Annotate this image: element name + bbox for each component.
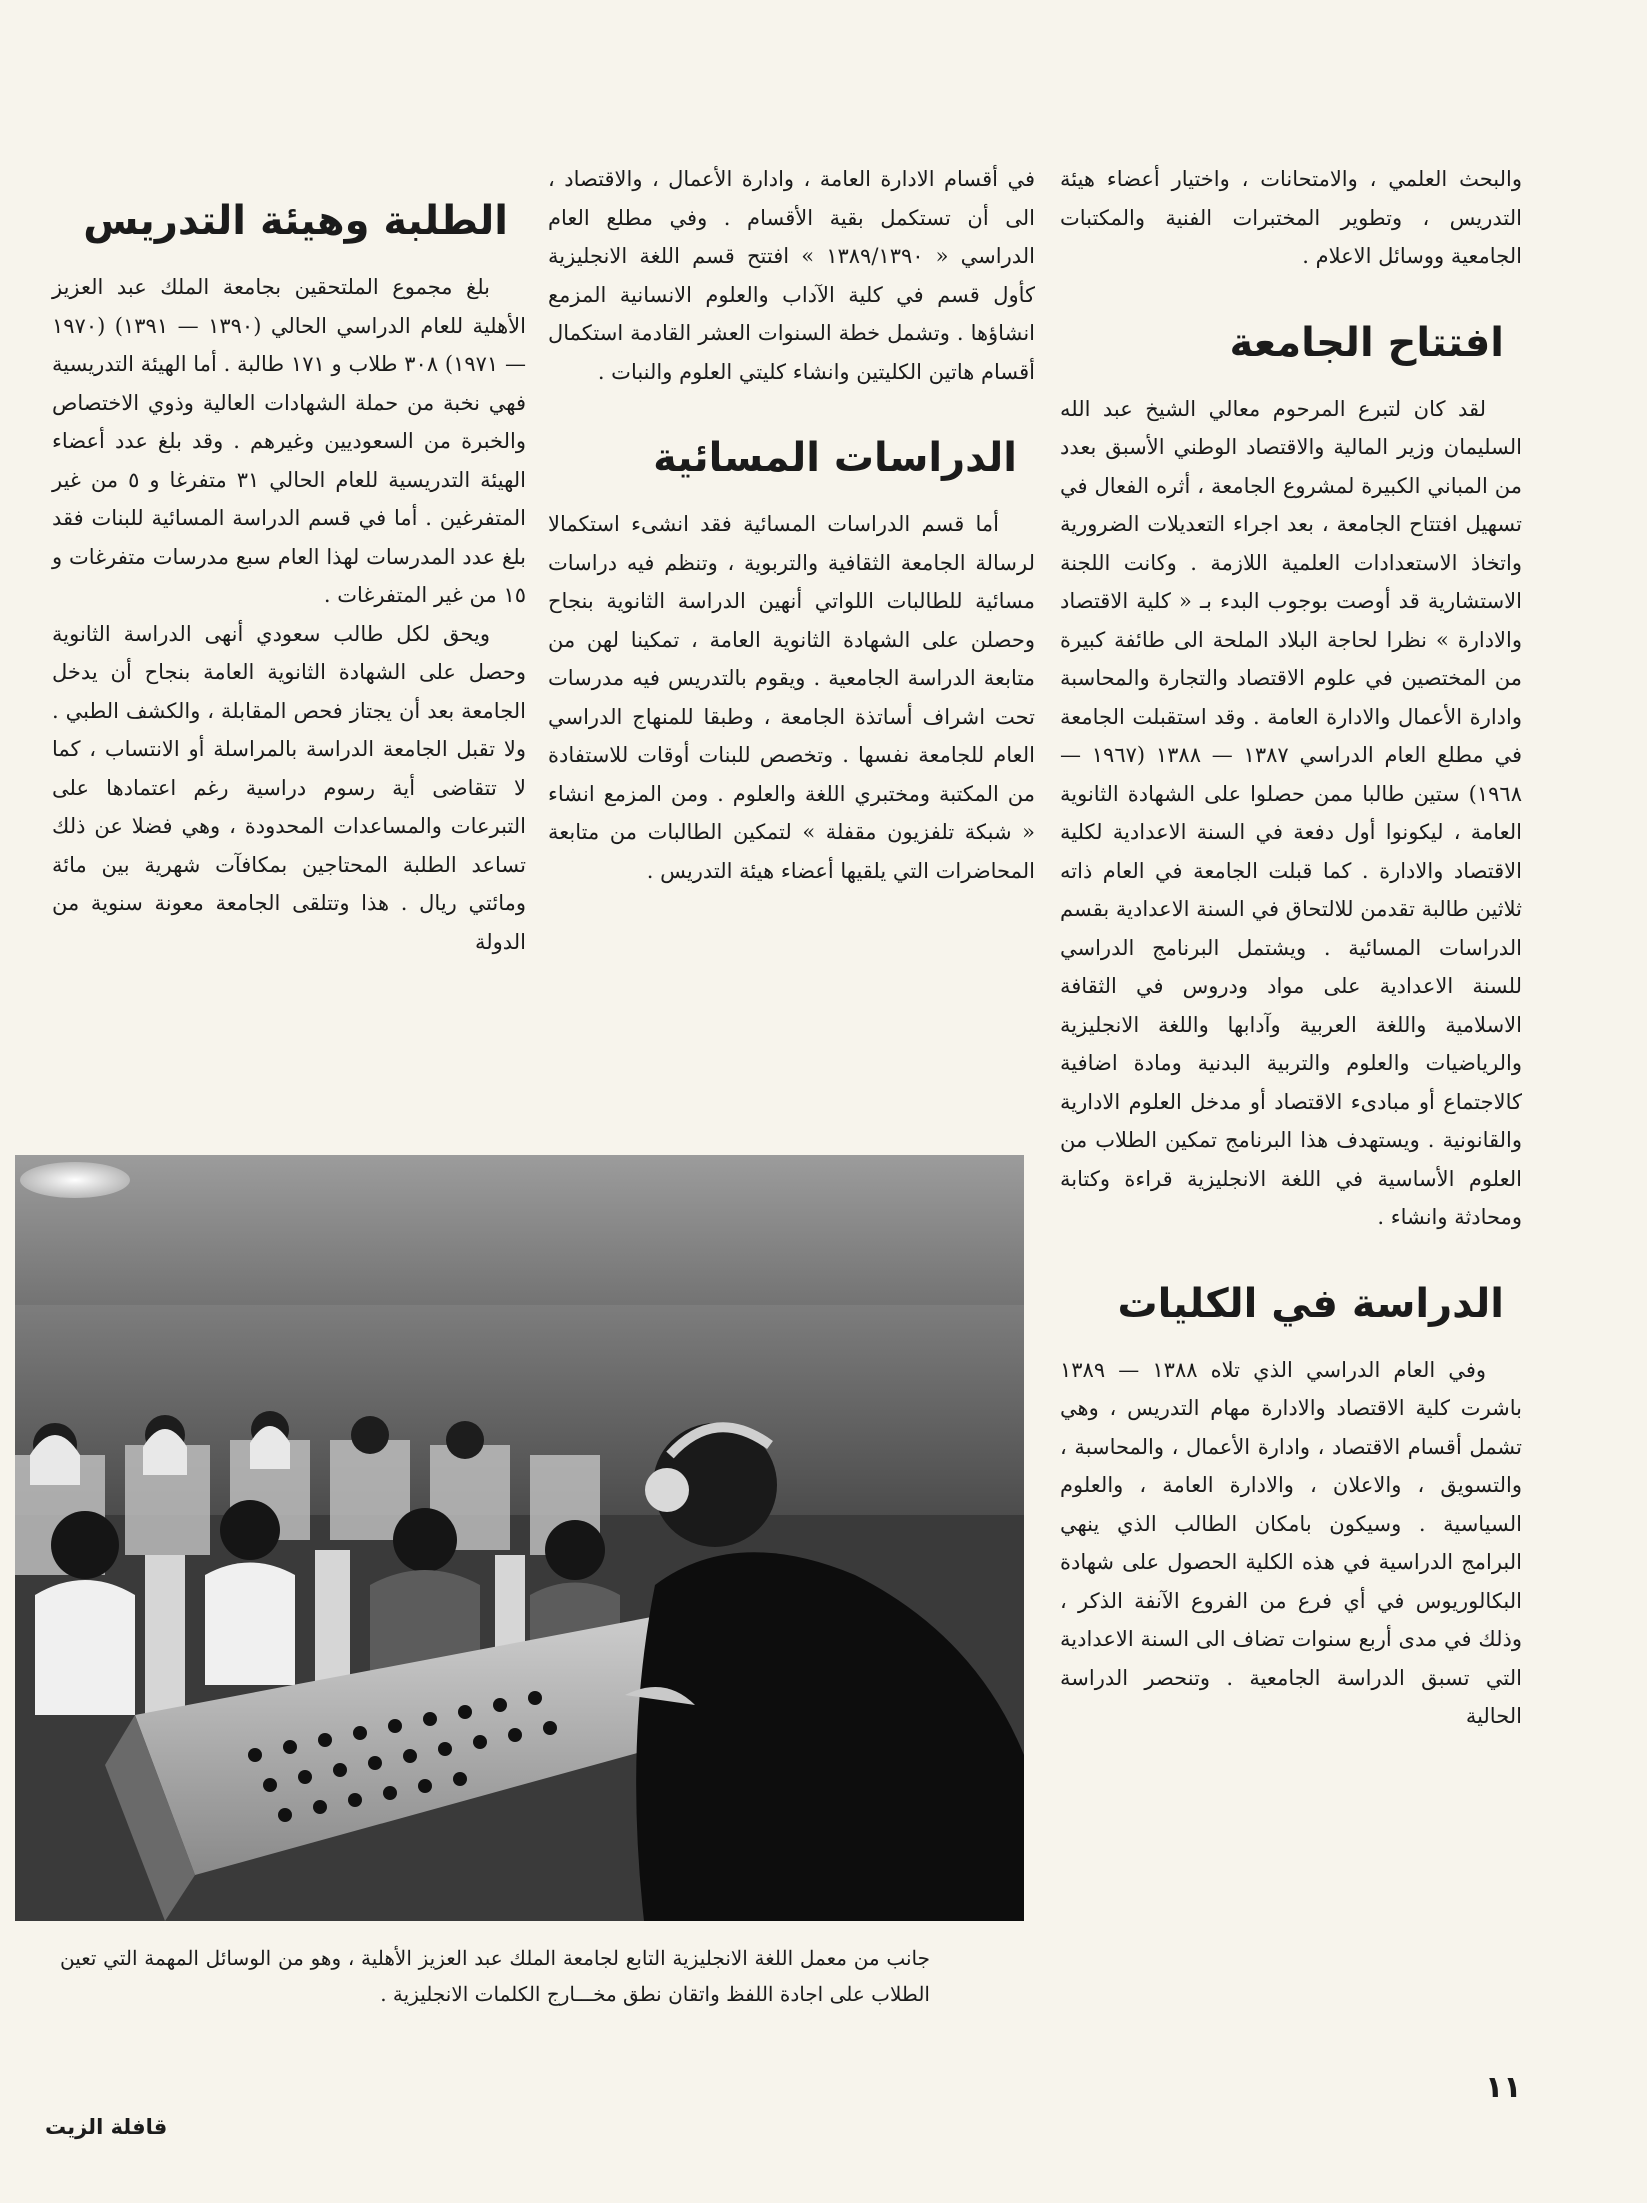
- magazine-name: قافلة الزيت: [45, 2115, 168, 2139]
- paragraph-faculties: وفي العام الدراسي الذي تلاه ١٣٨٨ — ١٣٨٩ باشرت كلية الاقتصاد والادارة مهام التدريس ، وهي تشمل أقسام الاقتصاد ، وادارة الأعمال ، والمحاسبة ، والتسويق ، والاعلان ، والادارة العامة ، والعلوم السياسية . وسيكون بامكان الطالب الذي ينهي البرامج الدراسية في هذه الكلية الحصول على شهادة البكالوريوس في أي فرع من الفروع الآنفة الذكر ، وذلك في مدى أربع سنوات تضاف الى السنة الاعدادية التي تسبق الدراسة الجامعية . وتنحصر الدراسة الحالية: [1060, 1357, 1522, 1728]
- paragraph-evening: أما قسم الدراسات المسائية فقد انشىء استكمالا لرسالة الجامعة الثقافية والتربوية ، وتنظم فيه دراسات مسائية للطالبات اللواتي أنهين الدراسة الثانوية بنجاح وحصلن على الشهادة الثانوية العامة ، تمكينا لهن من متابعة الدراسة الجامعية . ويقوم بالتدريس فيه مدرسات تحت اشراف أساتذة الجامعة ، وطبقا للمنهاج الدراسي العام للجامعة نفسها . وتخصص للبنات أوقات للاستفادة من المكتبة ومختبري اللغة والعلوم . ومن المزمع انشاء « شبكة تلفزيون مقفلة » لتمكين الطالبات من متابعة المحاضرات التي يلقيها أعضاء هيئة التدريس .: [548, 512, 1035, 883]
- article-column-middle: [548, 160, 1035, 890]
- paragraph-rights: ويحق لكل طالب سعودي أنهى الدراسة الثانوية وحصل على الشهادة الثانوية العامة بنجاح أن يدخل الجامعة بعد أن يجتاز فحص المقابلة ، والكشف الطبي . ولا تقبل الجامعة الدراسة بالمراسلة أو الانتساب ، كما لا تتقاضى أية رسوم دراسية رغم اعتمادها على التبرعات والمساعدات المحدودة ، وهي فضلا عن ذلك تساعد الطلبة المحتاجين بمكافآت شهرية بين مائة ومائتي ريال . هذا وتتلقى الجامعة معونة سنوية من الدولة: [52, 621, 526, 954]
- paragraph-intro-right: والبحث العلمي ، والامتحانات ، واختيار أعضاء هيئة التدريس ، وتطوير المختبرات الفنية والمكتبات الجامعية ووسائل الاعلام .: [1060, 167, 1522, 268]
- article-column-left: [52, 192, 526, 961]
- paragraph-opening: لقد كان لتبرع المرحوم معالي الشيخ عبد الله السليمان وزير المالية والاقتصاد الوطني الأسبق بعدد من المباني الكبيرة لمشروع الجامعة ، أثره الفعال في تسهيل افتتاح الجامعة ، بعد اجراء التعديلات الضرورية واتخاذ الاستعدادات العلمية اللازمة . وكانت اللجنة الاستشارية قد أوصت بوجوب البدء بـ « كلية الاقتصاد والادارة » نظرا لحاجة البلاد الملحة الى طائفة كبيرة من المختصين في علوم الاقتصاد والتجارة والمحاسبة وادارة الأعمال والادارة العامة . وقد استقبلت الجامعة في مطلع العام الدراسي ١٣٨٧ — ١٣٨٨ (١٩٦٧ — ١٩٦٨) ستين طالبا ممن حصلوا على الشهادة الثانوية العامة ، ليكونوا أول دفعة في السنة الاعدادية لكلية الاقتصاد والادارة . كما قبلت الجامعة في العام ذاته ثلاثين طالبة تقدمن للالتحاق في السنة الاعدادية بقسم الدراسات المسائية . ويشتمل البرنامج الدراسي للسنة الاعدادية على مواد ودروس في الثقافة الاسلامية واللغة العربية وآدابها واللغة الانجليزية والرياضيات والعلوم والتربية البدنية ومادة اضافية كالاجتماع أو مبادىء الاقتصاد أو مدخل العلوم الادارية والقانونية . ويستهدف هذا البرنامج تمكين الطلاب من العلوم الأساسية في اللغة الانجليزية قراءة وكتابة ومحادثة وانشاء .: [1060, 396, 1522, 1229]
- language-lab-photo: [15, 1155, 1024, 1921]
- section-heading-opening: افتتاح الجامعة: [1229, 319, 1504, 366]
- paragraph-intro-middle: في أقسام الادارة العامة ، وادارة الأعمال ، والاقتصاد ، الى أن تستكمل بقية الأقسام . وفي مطلع العام الدراسي « ١٣٨٩/١٣٩٠ » افتتح قسم اللغة الانجليزية كأول قسم في كلية الآداب والعلوم الانسانية المزمع انشاؤها . وتشمل خطة السنوات العشر القادمة استكمال أقسام هاتين الكليتين وانشاء كليتي العلوم والنبات .: [548, 167, 1036, 384]
- section-heading-faculties: الدراسة في الكليات: [1117, 1280, 1504, 1327]
- section-heading-students: الطلبة وهيئة التدريس: [83, 198, 508, 244]
- page-number: ١١: [1485, 2070, 1522, 2105]
- photo-caption: جانب من معمل اللغة الانجليزية التابع لجامعة الملك عبد العزيز الأهلية ، وهو من الوسائل المهمة التي تعين الطلاب على اجادة اللفظ واتقان نطق مخـــارج الكلمات الانجليزية .: [60, 1946, 931, 2006]
- section-heading-evening: الدراسات المسائية: [653, 435, 1017, 481]
- article-column-right: [1060, 160, 1522, 1736]
- paragraph-students: بلغ مجموع الملتحقين بجامعة الملك عبد العزيز الأهلية للعام الدراسي الحالي (١٣٩٠ — ١٣٩١) (١٩٧٠ — ١٩٧١) ٣٠٨ طلاب و ١٧١ طالبة . أما الهيئة التدريسية فهي نخبة من حملة الشهادات العالية وذوي الاختصاص والخبرة من السعوديين وغيرهم . وقد بلغ عدد أعضاء الهيئة التدريسية للعام الحالي ٣١ متفرغا و ٥ من غير المتفرغين . أما في قسم الدراسة المسائية للبنات فقد بلغ عدد المدرسات لهذا العام سبع مدرسات متفرغات و ١٥ من غير المتفرغات .: [52, 275, 526, 607]
